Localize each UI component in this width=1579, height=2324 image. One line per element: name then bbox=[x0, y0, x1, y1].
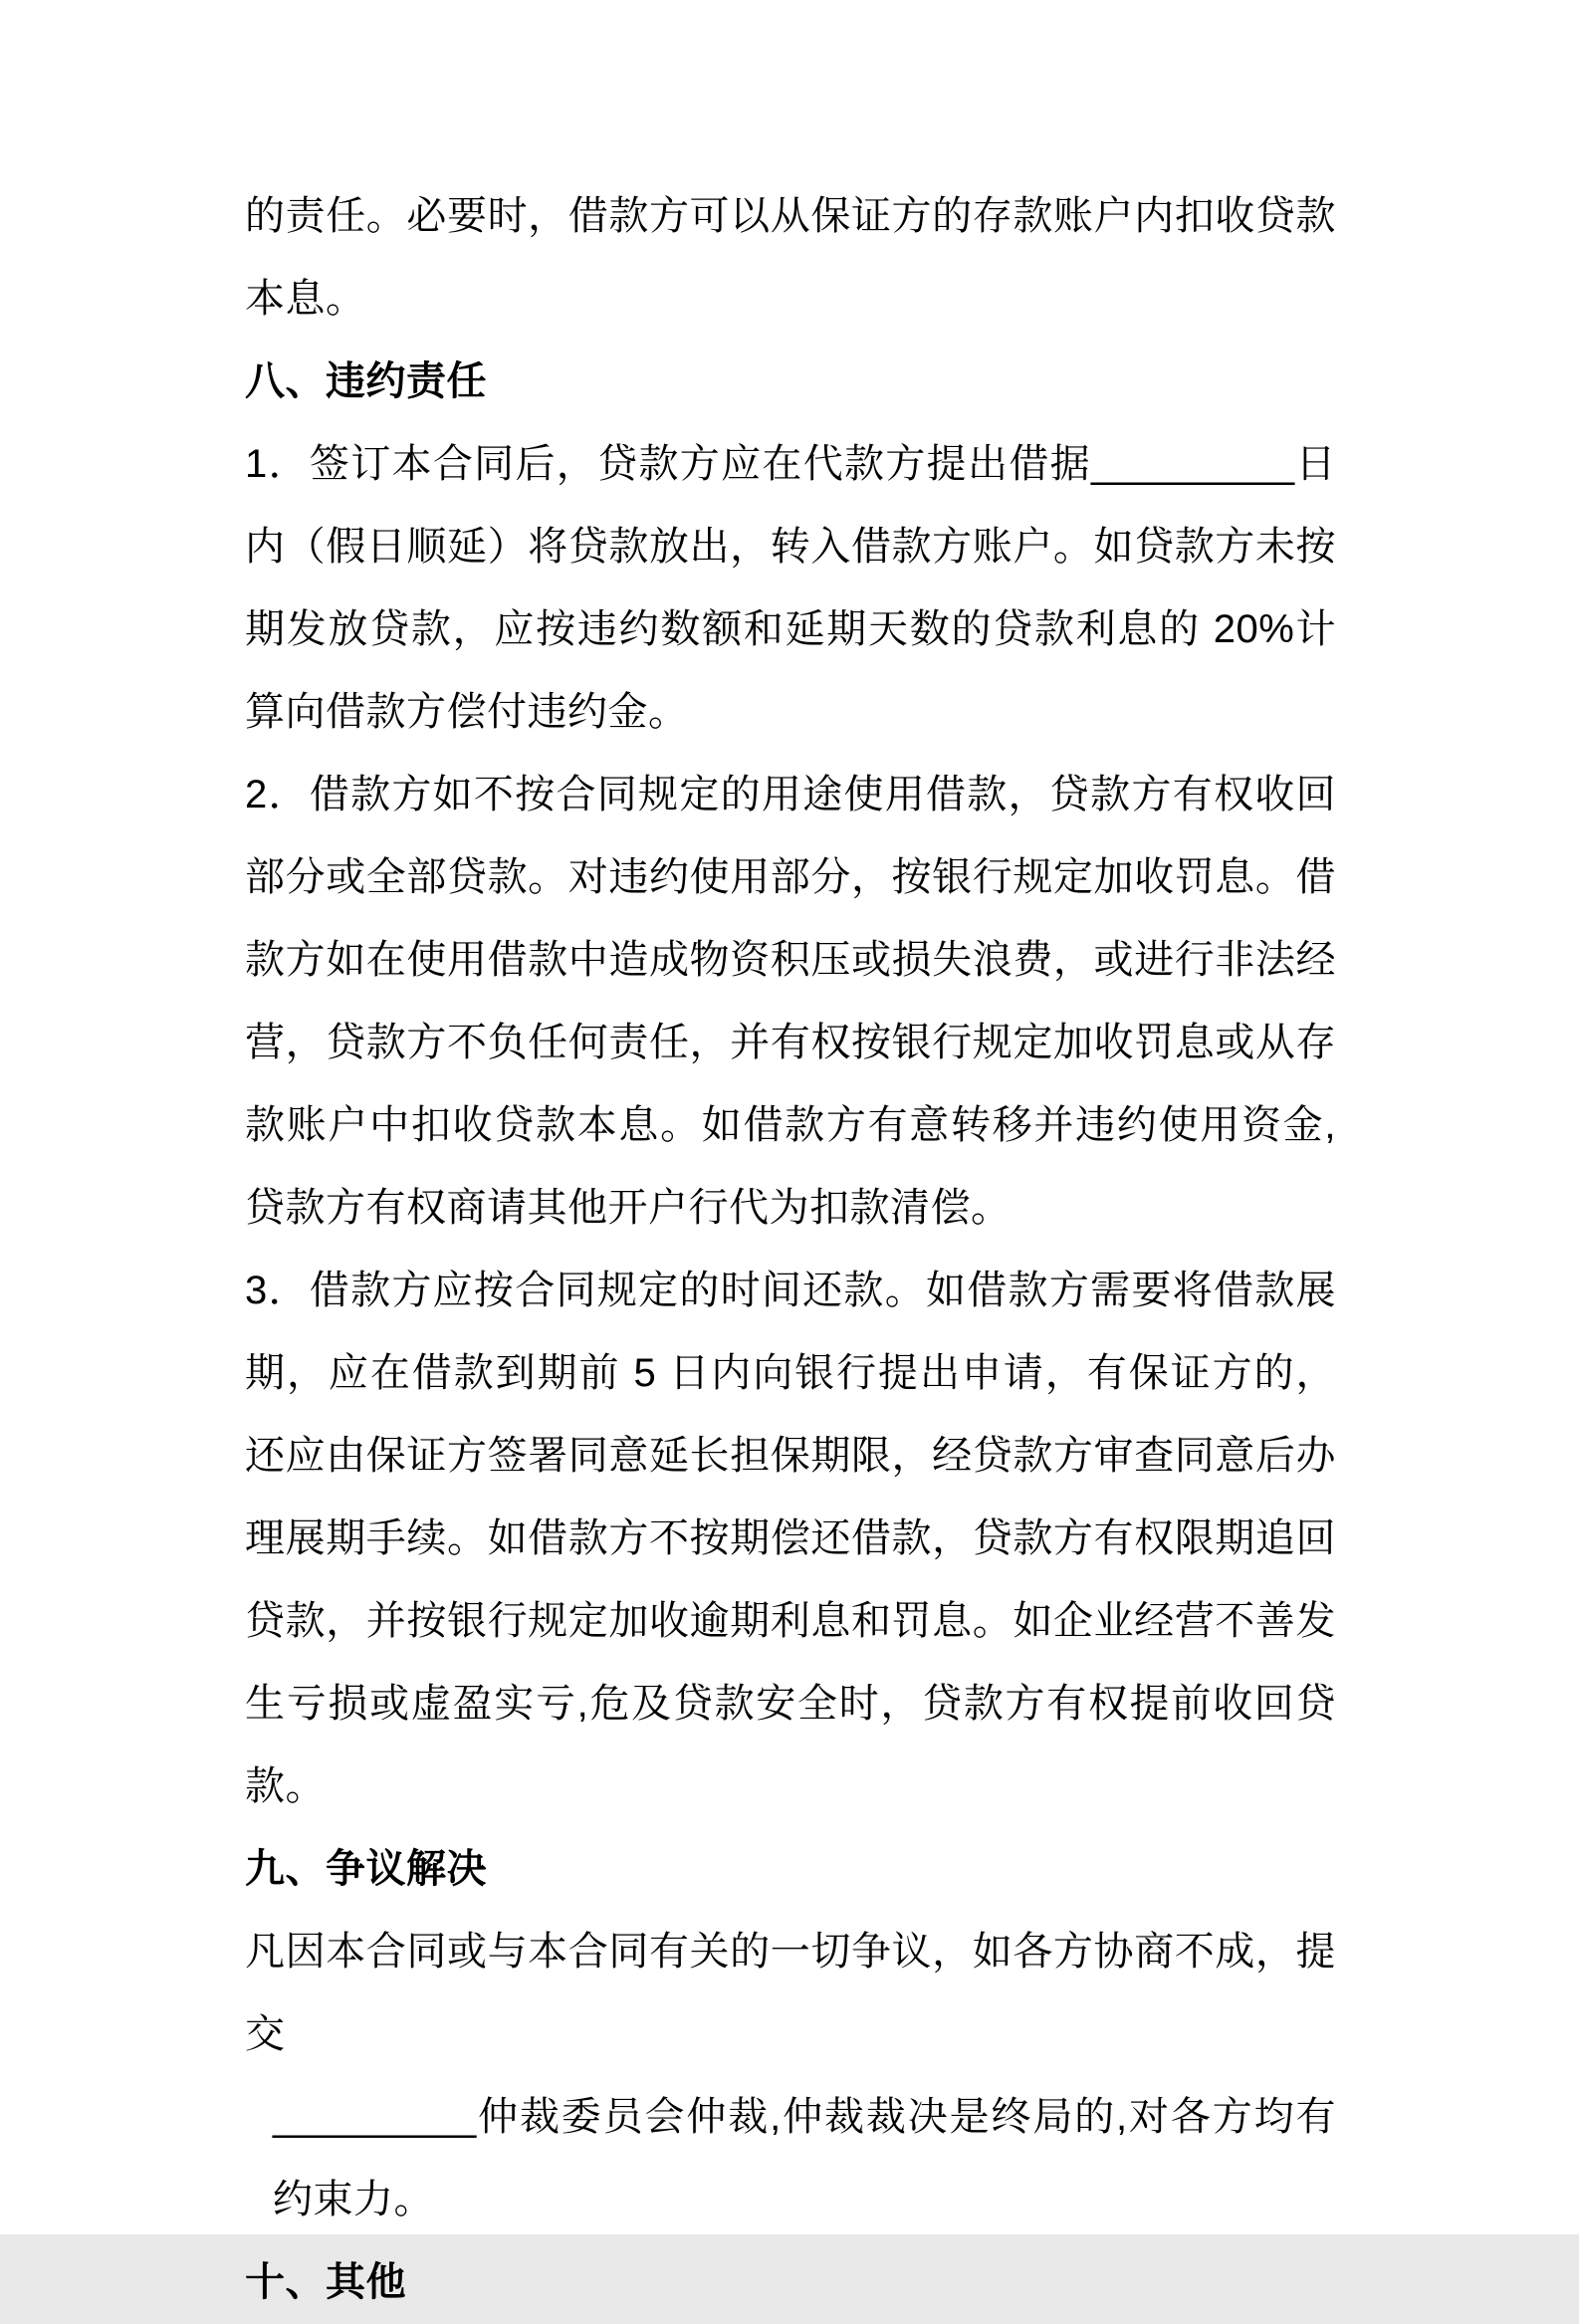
clause-continuation-text: 的责任。必要时，借款方可以从保证方的存款账户内扣收贷款本息。 bbox=[245, 194, 1336, 321]
breach-clause-2: 2．借款方如不按合同规定的用途使用借款，贷款方有权收回部分或全部贷款。对违约使用部分，按银行规定加收罚息。借款方如在使用借款中造成物资积压或损失浪费，或进行非法经营，贷款方不负任何责任，并有权按银行规定加收罚息或从存款账户中扣收贷款本息。如借款方有意转移并违约使用资金,贷款方有权商请其他开户行代为扣款清偿。 bbox=[245, 773, 1336, 1230]
breach-clause-3: 3．借款方应按合同规定的时间还款。如借款方需要将借款展期，应在借款到期前 5 日内向银行提出申请，有保证方的，还应由保证方签署同意延长担保期限，经贷款方审查同意后办理展期手续。如借款方不按期偿还借款，贷款方有权限期追回贷款，并按银行规定加收逾期利息和罚息。如企业经营不善发生亏损或虚盈实亏,危及贷款安全时，贷款方有权提前收回贷款。 bbox=[245, 1269, 1336, 1808]
section-heading-breach-liability: 八、违约责任 bbox=[245, 359, 487, 403]
breach-clause-1: 1．签订本合同后，贷款方应在代款方提出借据_________日内（假日顺延）将贷款放出，转入借款方账户。如贷款方未按期发放贷款，应按违约数额和延期天数的贷款利息的 20%计算向借款方偿付违约金。 bbox=[245, 442, 1336, 734]
section-heading-other: 十、其他 bbox=[245, 2260, 406, 2304]
section-heading-dispute-resolution: 九、争议解决 bbox=[245, 1847, 487, 1891]
dispute-clause-line-2-arbitration-blank: _________仲裁委员会仲裁,仲裁裁决是终局的,对各方均有约束力。 bbox=[273, 2095, 1336, 2221]
contract-text-block bbox=[245, 175, 1336, 2324]
dispute-clause-line-1: 凡因本合同或与本合同有关的一切争议，如各方协商不成，提交 bbox=[245, 1930, 1336, 2056]
